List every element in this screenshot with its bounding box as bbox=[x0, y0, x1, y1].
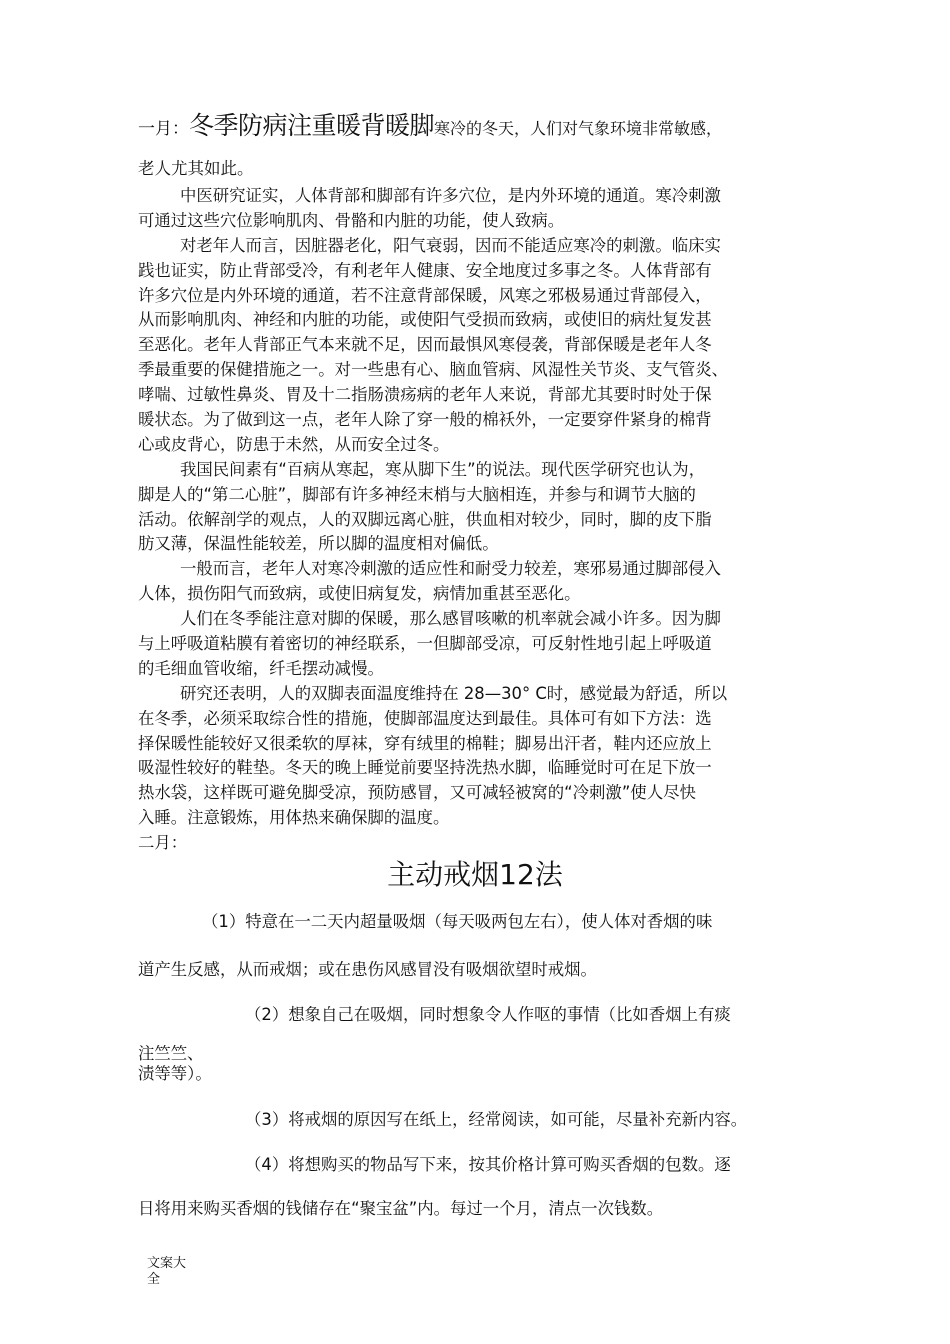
section1-lead: 寒冷的冬天，人们对气象环境非常敏感， bbox=[434, 119, 723, 138]
body-line: 人体，损伤阳气而致病，或使旧病复发，病情加重甚至恶化。 bbox=[138, 584, 581, 604]
body-line: 暖状态。为了做到这一点，老年人除了穿一般的棉袄外，一定要穿件紧身的棉背 bbox=[138, 410, 712, 430]
item1-line1: （1）特意在一二天内超量吸烟（每天吸两包左右），使人体对香烟的味 bbox=[202, 912, 713, 931]
item2-line3: 渍等等）。 bbox=[138, 1064, 212, 1083]
body-line: 热水袋，这样既可避免脚受凉，预防感冒，又可减轻被窝的“冷刺激”使人尽快 bbox=[138, 783, 696, 803]
body-line: 二月： bbox=[138, 833, 188, 853]
body-line: 至恶化。老年人背部正气本来就不足，因而最惧风寒侵袭，背部保暖是老年人冬 bbox=[138, 335, 712, 355]
body-line: 践也证实，防止背部受冷，有利老年人健康、安全地度过多事之冬。人体背部有 bbox=[138, 260, 712, 280]
section1-lead-continued: 老人尤其如此。 bbox=[138, 159, 254, 178]
body-line: 中医研究证实，人体背部和脚部有许多穴位，是内外环境的通道。寒冷刺激 bbox=[180, 186, 721, 205]
item2-line1: （2）想象自己在吸烟，同时想象令人作呕的事情（比如香烟上有痰 bbox=[245, 1005, 731, 1024]
item4-line2: 日将用来购买香烟的钱储存在“聚宝盆”内。每过一个月，清点一次钱数。 bbox=[138, 1199, 664, 1218]
section1-body bbox=[138, 184, 828, 856]
body-line: 可通过这些穴位影响肌肉、骨骼和内脏的功能，使人致病。 bbox=[138, 210, 565, 230]
body-line: 从而影响肌肉、神经和内脏的功能，或使阳气受损而致病，或使旧的病灶复发甚 bbox=[138, 310, 712, 330]
body-line: 活动。依解剖学的观点，人的双脚远离心脏，供血相对较少，同时，脚的皮下脂 bbox=[138, 509, 712, 529]
body-line: 入睡。注意锻炼，用体热来确保脚的温度。 bbox=[138, 808, 450, 828]
body-line: 人们在冬季能注意对脚的保暖，那么感冒咳嗽的机率就会减小许多。因为脚 bbox=[180, 609, 721, 629]
footer-watermark bbox=[147, 1256, 186, 1288]
section1-heading-line bbox=[138, 111, 723, 141]
body-line: 肪又薄，保温性能较差，所以脚的温度相对偏低。 bbox=[138, 534, 499, 554]
body-line: 在冬季，必须采取综合性的措施，使脚部温度达到最佳。具体可有如下方法：选 bbox=[138, 708, 712, 728]
section1-title: 冬季防病注重暖背暖脚 bbox=[189, 111, 435, 140]
body-line: 许多穴位是内外环境的通道，若不注意背部保暖，风寒之邪极易通过背部侵入， bbox=[138, 285, 712, 305]
body-line: 心或皮背心，防患于未然，从而安全过冬。 bbox=[138, 434, 450, 454]
body-line: 研究还表明，人的双脚表面温度维持在 28—30° C时，感觉最为舒适，所以 bbox=[180, 683, 728, 703]
footer-line2: 全 bbox=[147, 1272, 161, 1287]
item1-line2: 道产生反感，从而戒烟；或在患伤风感冒没有吸烟欲望时戒烟。 bbox=[138, 960, 597, 979]
body-line: 我国民间素有“百病从寒起，寒从脚下生”的说法。现代医学研究也认为， bbox=[180, 459, 706, 479]
body-line: 一般而言，老年人对寒冷刺激的适应性和耐受力较差，寒邪易通过脚部侵入 bbox=[180, 559, 721, 579]
body-line: 季最重要的保健措施之一。对一些患有心、脑血管病、风湿性关节炎、支气管炎、 bbox=[138, 360, 729, 380]
body-line: 吸湿性较好的鞋垫。冬天的晚上睡觉前要坚持洗热水脚，临睡觉时可在足下放一 bbox=[138, 758, 712, 778]
section2-title: 主动戒烟12法 bbox=[387, 858, 563, 891]
item2-line2: 注竺竺、 bbox=[138, 1044, 204, 1063]
month-label: 一月： bbox=[138, 119, 189, 139]
item3-line1: （3）将戒烟的原因写在纸上，经常阅读，如可能，尽量补充新内容。 bbox=[245, 1110, 748, 1129]
body-line: 与上呼吸道粘膜有着密切的神经联系，一但脚部受凉，可反射性地引起上呼吸道 bbox=[138, 634, 712, 654]
body-line: 脚是人的“第二心脏”，脚部有许多神经末梢与大脑相连，并参与和调节大脑的 bbox=[138, 484, 696, 504]
body-line: 的毛细血管收缩，纤毛摆动减慢。 bbox=[138, 658, 384, 678]
item4-line1: （4）将想购买的物品写下来，按其价格计算可购买香烟的包数。逐 bbox=[245, 1155, 731, 1174]
body-line: 哮喘、过敏性鼻炎、胃及十二指肠溃疡病的老年人来说，背部尤其要时时处于保 bbox=[138, 385, 712, 405]
body-line: 择保暖性能较好又很柔软的厚袜，穿有绒里的棉鞋；脚易出汗者，鞋内还应放上 bbox=[138, 733, 712, 753]
footer-line1: 文案大 bbox=[147, 1256, 187, 1271]
body-line: 对老年人而言，因脏器老化，阳气衰弱，因而不能适应寒冷的刺激。临床实 bbox=[180, 235, 721, 255]
